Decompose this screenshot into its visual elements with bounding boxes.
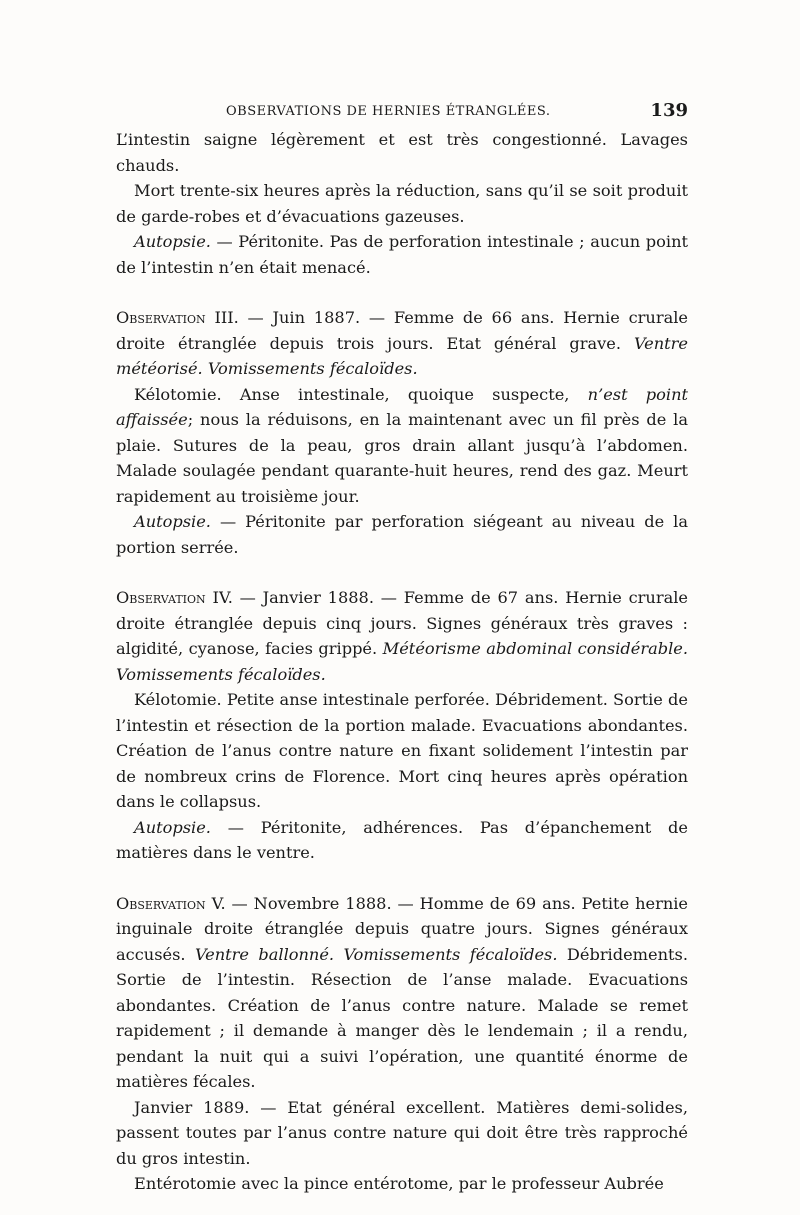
autopsie-label: Autopsie.	[134, 817, 211, 837]
paragraph	[116, 127, 688, 178]
paragraph-text: Kélotomie. Anse intestinale, quoique suspecte,	[134, 384, 588, 404]
paragraph-italic: Ventre météorisé. Vomissements fécaloïdes.	[116, 333, 688, 378]
paragraph-text: Débridements. Sortie de l’intestin. Résection de l’anse malade. Evacuations abondantes. Création de l’anus contre nature. Malade se remet rapidement ; il demande à manger dès le lendemain ; il a rendu, pendant la nuit qui a suivi l’opération, une quantité énorme de matières fécales.	[116, 944, 688, 1091]
running-head: OBSERVATIONS DE HERNIES ÉTRANGLÉES.	[226, 104, 551, 119]
observation-5-heading	[116, 891, 688, 1095]
paragraph-italic: n’est point affaissée	[116, 384, 689, 429]
observation-3-heading	[116, 305, 688, 382]
paragraph	[116, 1171, 688, 1197]
observation-4-heading	[116, 585, 688, 687]
page-body	[116, 127, 688, 1197]
paragraph	[116, 687, 688, 815]
observation-label: Observation III.	[116, 308, 239, 327]
paragraph-text: — Péritonite. Pas de perforation intestinale ; aucun point de l’intestin n’en était menacé.	[116, 232, 688, 277]
paragraph-italic: Météorisme abdominal considérable. Vomissements fécaloïdes.	[116, 639, 688, 684]
paragraph	[116, 178, 688, 229]
autopsie-label: Autopsie.	[134, 232, 211, 251]
paragraph-text: Janvier 1889. — Etat général excellent. Matières demi-solides, passent toutes par l’anus contre nature qui doit être très rapproché du gros intestin.	[116, 1097, 688, 1168]
paragraph-italic: Ventre ballonné. Vomissements fécaloïdes.	[194, 944, 558, 964]
page-number: 139	[650, 100, 688, 121]
paragraph-text: Mort trente-six heures après la réduction, sans qu’il se soit produit de garde-robes et d’évacuations gazeuses.	[116, 181, 688, 226]
paragraph-text: — Péritonite, adhérences. Pas d’épanchement de matières dans le ventre.	[116, 817, 688, 862]
paragraph-autopsie	[116, 509, 688, 560]
paragraph-text: ; nous la réduisons, en la maintenant avec un fil près de la plaie. Sutures de la peau, gros drain allant jusqu’à l’abdomen. Malade soulagée pendant quarante-huit heures, rend des gaz. Meurt rapidement au troisième jour.	[116, 410, 688, 506]
paragraph-text: — Janvier 1888. — Femme de 67 ans. Hernie crurale droite étranglée depuis cinq jours. Signes généraux très graves : algidité, cyanose, facies grippé.	[116, 588, 688, 658]
paragraph-text: — Juin 1887. — Femme de 66 ans. Hernie crurale droite étranglée depuis trois jours. Etat général grave.	[116, 308, 688, 353]
paragraph-text: — Péritonite par perforation siégeant au niveau de la portion serrée.	[116, 512, 688, 557]
paragraph-autopsie	[116, 815, 688, 866]
paragraph-autopsie	[116, 229, 688, 280]
paragraph	[116, 382, 688, 510]
paragraph-text: Entérotomie avec la pince entérotome, par le professeur Aubrée	[134, 1174, 664, 1193]
observation-label: Observation V.	[116, 893, 226, 913]
autopsie-label: Autopsie.	[134, 512, 211, 531]
paragraph	[116, 1095, 688, 1172]
paragraph-text: Kélotomie. Petite anse intestinale perforée. Débridement. Sortie de l’intestin et résection de la portion malade. Evacuations abondantes. Création de l’anus contre nature en fixant solidement l’intestin par de nombreux crins de Florence. Mort cinq heures après opération dans le collapsus.	[116, 690, 688, 811]
observation-label: Observation IV.	[116, 588, 233, 607]
paragraph-text: L’intestin saigne légèrement et est très congestionné. Lavages chauds.	[116, 130, 688, 175]
paragraph-text: — Novembre 1888. — Homme de 69 ans. Petite hernie inguinale droite étranglée depuis quatre jours. Signes généraux accusés.	[116, 893, 689, 964]
page-header	[116, 100, 688, 124]
